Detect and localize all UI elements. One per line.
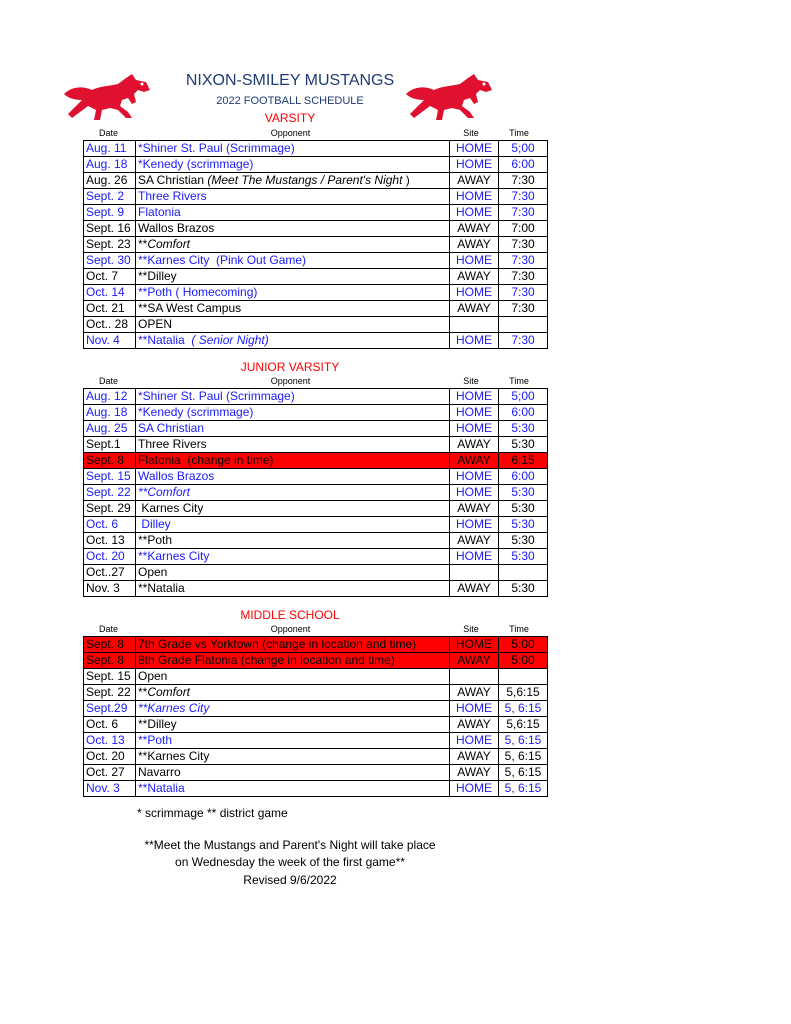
cell-opponent	[136, 173, 450, 189]
cell-site: HOME	[450, 469, 499, 485]
cell-date: Sept. 8	[84, 653, 136, 669]
cell-date: Oct. 20	[84, 749, 136, 765]
opponent-text: **SA West Campus	[138, 301, 242, 315]
table-row	[84, 317, 548, 333]
table-row	[84, 781, 548, 797]
opponent-text: Three Rivers	[138, 189, 207, 203]
table-row	[84, 565, 548, 581]
opponent-text: Three Rivers	[138, 437, 207, 451]
cell-time: 7:30	[499, 237, 548, 253]
opponent-text: **	[138, 237, 148, 251]
opponent-text: **Poth	[138, 533, 173, 547]
cell-time: 5, 6:15	[499, 765, 548, 781]
cell-date: Oct.. 28	[84, 317, 136, 333]
cell-date: Oct..27	[84, 565, 136, 581]
column-header-time: Time	[509, 128, 529, 138]
table-row	[84, 581, 548, 597]
cell-time: 7:30	[499, 269, 548, 285]
column-header-date: Date	[98, 376, 118, 386]
cell-date: Aug. 18	[84, 405, 136, 421]
cell-time: 6:00	[499, 405, 548, 421]
cell-opponent	[136, 485, 450, 501]
cell-time: 5,6:15	[499, 685, 548, 701]
column-header-opponent: Opponent	[270, 376, 311, 386]
cell-opponent	[136, 237, 450, 253]
column-header-row	[83, 376, 553, 387]
column-header-time: Time	[509, 624, 529, 634]
table-row	[84, 549, 548, 565]
table-row	[84, 733, 548, 749]
cell-date: Sept. 22	[84, 485, 136, 501]
opponent-text: 7th Grade vs Yorktown (change in location and time)	[138, 637, 417, 651]
table-row	[84, 669, 548, 685]
opponent-text: SA Christian	[138, 421, 205, 435]
cell-site: AWAY	[450, 717, 499, 733]
table-row	[84, 141, 548, 157]
table-row	[84, 701, 548, 717]
opponent-note: (Meet The Mustangs / Parent's Night	[207, 173, 403, 187]
table-row	[84, 485, 548, 501]
table-row	[84, 765, 548, 781]
table-row	[84, 189, 548, 205]
cell-time: 6:00	[499, 157, 548, 173]
cell-site	[450, 669, 499, 685]
cell-date: Nov. 3	[84, 781, 136, 797]
schedule-title: NIXON-SMILEY MUSTANGS	[185, 72, 395, 89]
cell-opponent	[136, 501, 450, 517]
cell-date: Nov. 3	[84, 581, 136, 597]
cell-date: Sept.29	[84, 701, 136, 717]
table-row	[84, 685, 548, 701]
opponent-note: **Comfort	[138, 485, 191, 499]
cell-site: HOME	[450, 637, 499, 653]
opponent-text: Wallos Brazos	[138, 221, 215, 235]
opponent-text: **Natalia	[138, 581, 185, 595]
cell-opponent	[136, 141, 450, 157]
column-header-row	[83, 624, 553, 635]
opponent-text: *Shiner St. Paul (Scrimmage)	[138, 141, 295, 155]
cell-opponent	[136, 781, 450, 797]
cell-time: 5:30	[499, 533, 548, 549]
cell-site	[450, 565, 499, 581]
cell-opponent	[136, 157, 450, 173]
cell-opponent	[136, 301, 450, 317]
table-row	[84, 533, 548, 549]
opponent-text: **	[138, 685, 148, 699]
cell-opponent	[136, 533, 450, 549]
cell-site: AWAY	[450, 237, 499, 253]
cell-time: 5:30	[499, 549, 548, 565]
cell-date: Sept. 8	[84, 637, 136, 653]
opponent-text: **Natalia	[138, 333, 192, 347]
opponent-text: Wallos Brazos	[138, 469, 215, 483]
opponent-text: Navarro	[138, 765, 181, 779]
cell-site: HOME	[450, 485, 499, 501]
table-row	[84, 237, 548, 253]
opponent-text: *Kenedy (scrimmage)	[138, 157, 254, 171]
opponent-text: Karnes City	[138, 501, 204, 515]
cell-time: 5:30	[499, 581, 548, 597]
cell-site: HOME	[450, 285, 499, 301]
opponent-text: **Poth ( Homecoming)	[138, 285, 258, 299]
table-row	[84, 653, 548, 669]
cell-opponent	[136, 189, 450, 205]
schedule-table	[83, 140, 548, 349]
cell-opponent	[136, 549, 450, 565]
table-row	[84, 453, 548, 469]
cell-date: Sept. 9	[84, 205, 136, 221]
cell-date: Oct. 13	[84, 733, 136, 749]
cell-date: Aug. 26	[84, 173, 136, 189]
cell-date: Sept. 2	[84, 189, 136, 205]
table-row	[84, 405, 548, 421]
cell-time: 5, 6:15	[499, 733, 548, 749]
opponent-text: **Dilley	[138, 269, 177, 283]
cell-site: AWAY	[450, 173, 499, 189]
cell-date: Aug. 18	[84, 157, 136, 173]
cell-site: AWAY	[450, 501, 499, 517]
cell-date: Oct. 7	[84, 269, 136, 285]
cell-date: Oct. 6	[84, 517, 136, 533]
cell-time: 7:30	[499, 205, 548, 221]
column-header-date: Date	[98, 128, 118, 138]
cell-opponent	[136, 733, 450, 749]
opponent-text: *Kenedy (scrimmage)	[138, 405, 254, 419]
cell-time: 5:00	[499, 637, 548, 653]
column-header-site: Site	[463, 376, 479, 386]
opponent-text: Dilley	[138, 517, 171, 531]
cell-date: Oct. 14	[84, 285, 136, 301]
cell-time: 5, 6:15	[499, 749, 548, 765]
column-header-date: Date	[98, 624, 118, 634]
table-row	[84, 517, 548, 533]
mustang-logo-icon	[62, 72, 152, 124]
cell-site: HOME	[450, 701, 499, 717]
cell-site: AWAY	[450, 581, 499, 597]
table-row	[84, 637, 548, 653]
cell-site: HOME	[450, 189, 499, 205]
cell-opponent	[136, 437, 450, 453]
cell-time: 7:30	[499, 253, 548, 269]
cell-time: 7:00	[499, 221, 548, 237]
table-row	[84, 301, 548, 317]
cell-time: 5,6:15	[499, 717, 548, 733]
cell-time	[499, 669, 548, 685]
table-row	[84, 269, 548, 285]
table-row	[84, 389, 548, 405]
cell-site: AWAY	[450, 301, 499, 317]
cell-date: Nov. 4	[84, 333, 136, 349]
cell-date: Sept. 30	[84, 253, 136, 269]
cell-date: Oct. 20	[84, 549, 136, 565]
table-row	[84, 333, 548, 349]
cell-site: HOME	[450, 733, 499, 749]
cell-opponent	[136, 637, 450, 653]
cell-site: AWAY	[450, 453, 499, 469]
cell-opponent	[136, 205, 450, 221]
section-title: VARSITY	[264, 111, 316, 125]
cell-date: Sept. 15	[84, 669, 136, 685]
cell-date: Sept. 15	[84, 469, 136, 485]
opponent-text: SA Christian	[138, 173, 208, 187]
cell-site	[450, 317, 499, 333]
column-header-row	[83, 128, 553, 139]
cell-site: HOME	[450, 405, 499, 421]
opponent-text: **Karnes City	[138, 549, 210, 563]
opponent-text: **Natalia	[138, 781, 185, 795]
opponent-note: ( Senior Night)	[191, 333, 269, 347]
cell-site: AWAY	[450, 685, 499, 701]
cell-time: 5;00	[499, 389, 548, 405]
table-row	[84, 205, 548, 221]
opponent-text: Open	[138, 669, 168, 683]
cell-site: HOME	[450, 781, 499, 797]
cell-opponent	[136, 581, 450, 597]
cell-opponent	[136, 749, 450, 765]
cell-opponent	[136, 517, 450, 533]
note-line-2: on Wednesday the week of the first game**	[175, 855, 405, 869]
cell-time: 7:30	[499, 333, 548, 349]
cell-opponent	[136, 253, 450, 269]
cell-time: 6:15	[499, 453, 548, 469]
cell-opponent	[136, 421, 450, 437]
cell-time: 5:30	[499, 501, 548, 517]
cell-opponent	[136, 653, 450, 669]
cell-site: HOME	[450, 141, 499, 157]
opponent-note: **Karnes City	[138, 701, 210, 715]
cell-site: HOME	[450, 253, 499, 269]
column-header-opponent: Opponent	[270, 128, 311, 138]
table-row	[84, 221, 548, 237]
schedule-table	[83, 636, 548, 797]
cell-site: AWAY	[450, 221, 499, 237]
cell-time: 5:30	[499, 517, 548, 533]
table-row	[84, 437, 548, 453]
cell-opponent	[136, 717, 450, 733]
cell-opponent	[136, 469, 450, 485]
cell-time: 5:30	[499, 437, 548, 453]
cell-opponent	[136, 285, 450, 301]
cell-site: AWAY	[450, 749, 499, 765]
column-header-site: Site	[463, 624, 479, 634]
column-header-time: Time	[509, 376, 529, 386]
cell-opponent	[136, 269, 450, 285]
opponent-text: **Dilley	[138, 717, 177, 731]
cell-time: 6:00	[499, 469, 548, 485]
table-row	[84, 157, 548, 173]
opponent-text: *Shiner St. Paul (Scrimmage)	[138, 389, 295, 403]
cell-opponent	[136, 317, 450, 333]
cell-time: 7:30	[499, 301, 548, 317]
opponent-note: Comfort	[147, 685, 191, 699]
cell-site: HOME	[450, 157, 499, 173]
cell-site: AWAY	[450, 533, 499, 549]
column-header-opponent: Opponent	[270, 624, 311, 634]
opponent-tail: )	[402, 173, 410, 187]
cell-date: Sept. 8	[84, 453, 136, 469]
opponent-note: Comfort	[147, 237, 191, 251]
opponent-text: Open	[138, 565, 168, 579]
table-row	[84, 173, 548, 189]
cell-date: Aug. 11	[84, 141, 136, 157]
cell-opponent	[136, 389, 450, 405]
table-row	[84, 501, 548, 517]
cell-date: Sept.1	[84, 437, 136, 453]
opponent-text: **Karnes City (Pink Out Game)	[138, 253, 307, 267]
table-row	[84, 717, 548, 733]
cell-time: 5, 6:15	[499, 781, 548, 797]
opponent-text: Flatonia	[138, 205, 181, 219]
cell-opponent	[136, 701, 450, 717]
cell-date: Oct. 27	[84, 765, 136, 781]
cell-date: Sept. 22	[84, 685, 136, 701]
cell-opponent	[136, 453, 450, 469]
table-row	[84, 469, 548, 485]
cell-date: Oct. 13	[84, 533, 136, 549]
cell-opponent	[136, 669, 450, 685]
cell-time: 5, 6:15	[499, 701, 548, 717]
table-row	[84, 749, 548, 765]
opponent-text: OPEN	[138, 317, 173, 331]
schedule-subtitle: 2022 FOOTBALL SCHEDULE	[216, 95, 364, 107]
cell-opponent	[136, 405, 450, 421]
cell-site: HOME	[450, 421, 499, 437]
cell-site: AWAY	[450, 765, 499, 781]
cell-site: HOME	[450, 389, 499, 405]
cell-date: Oct. 6	[84, 717, 136, 733]
cell-time	[499, 565, 548, 581]
cell-opponent	[136, 221, 450, 237]
cell-site: AWAY	[450, 653, 499, 669]
cell-time: 5:30	[499, 421, 548, 437]
cell-date: Sept. 23	[84, 237, 136, 253]
cell-opponent	[136, 765, 450, 781]
section-title: MIDDLE SCHOOL	[240, 608, 340, 622]
section-title: JUNIOR VARSITY	[240, 360, 340, 374]
opponent-text: 8th Grade Flatonia (change in location and time)	[138, 653, 395, 667]
cell-time: 7:30	[499, 173, 548, 189]
cell-opponent	[136, 565, 450, 581]
table-row	[84, 253, 548, 269]
schedule-table	[83, 388, 548, 597]
revised-date: Revised 9/6/2022	[243, 873, 337, 887]
cell-site: HOME	[450, 517, 499, 533]
opponent-text: **Poth	[138, 733, 173, 747]
cell-time: 5:30	[499, 485, 548, 501]
cell-time: 5;00	[499, 141, 548, 157]
cell-date: Aug. 25	[84, 421, 136, 437]
column-header-site: Site	[463, 128, 479, 138]
note-line-1: **Meet the Mustangs and Parent's Night will take place	[144, 838, 436, 852]
cell-opponent	[136, 333, 450, 349]
cell-site: AWAY	[450, 269, 499, 285]
cell-time: 5:00	[499, 653, 548, 669]
table-row	[84, 285, 548, 301]
cell-time	[499, 317, 548, 333]
opponent-text: Flatonia (change in time)	[138, 453, 274, 467]
table-row	[84, 421, 548, 437]
cell-time: 7:30	[499, 189, 548, 205]
cell-site: AWAY	[450, 437, 499, 453]
cell-time: 7:30	[499, 285, 548, 301]
cell-date: Sept. 16	[84, 221, 136, 237]
legend-footnote: * scrimmage ** district game	[137, 806, 288, 820]
cell-date: Oct. 21	[84, 301, 136, 317]
cell-date: Aug. 12	[84, 389, 136, 405]
opponent-text: **Karnes City	[138, 749, 210, 763]
cell-site: HOME	[450, 333, 499, 349]
cell-site: HOME	[450, 205, 499, 221]
cell-site: HOME	[450, 549, 499, 565]
cell-date: Sept. 29	[84, 501, 136, 517]
cell-opponent	[136, 685, 450, 701]
